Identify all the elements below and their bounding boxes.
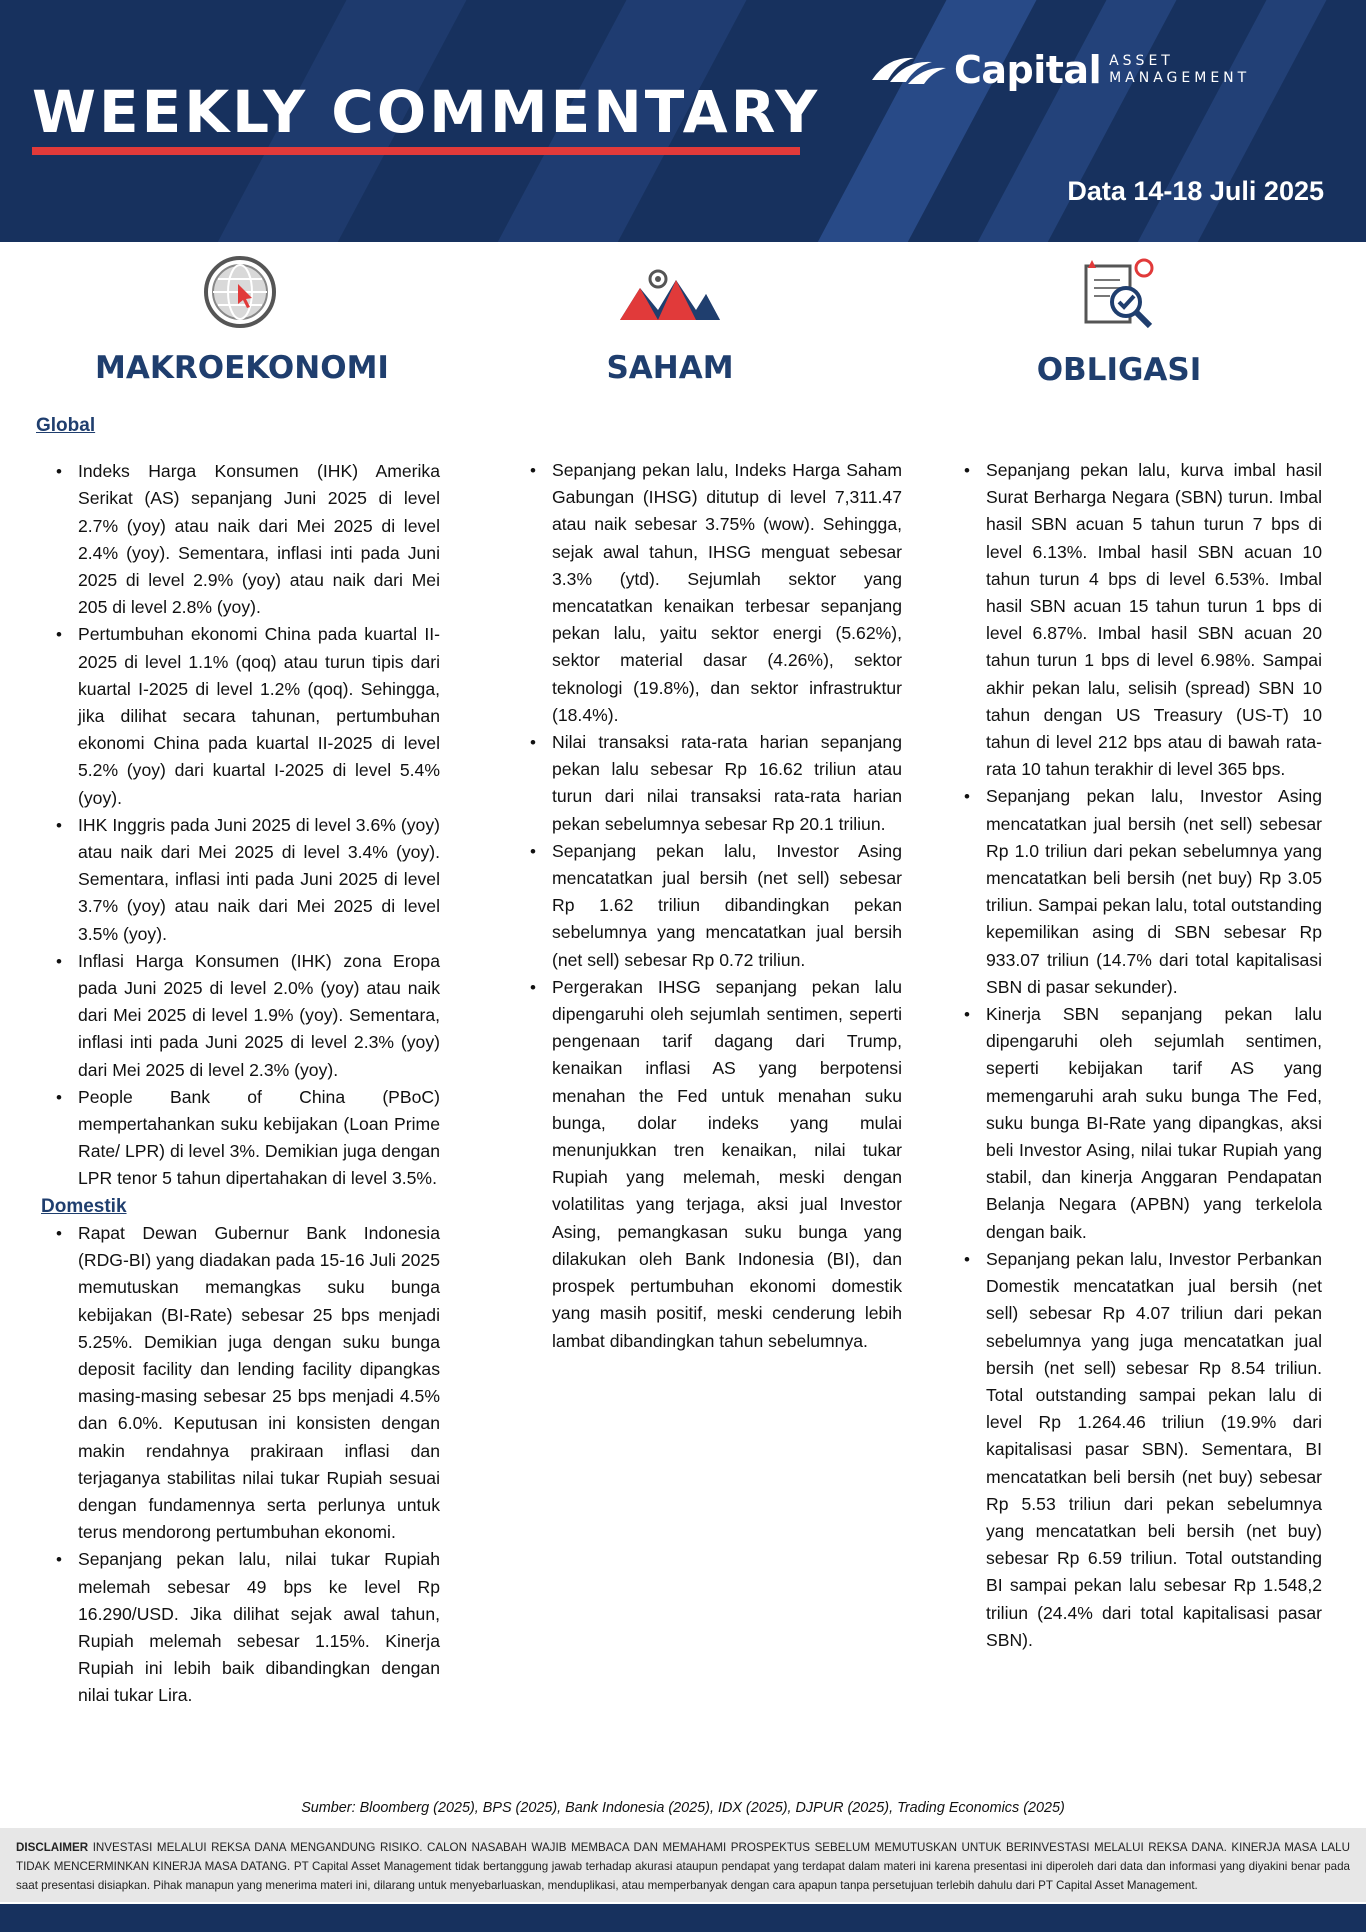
list-item: • Sepanjang pekan lalu, kurva imbal hasil Surat Berharga Negara (SBN) turun. Imbal hasil SBN acuan 5 tahun turun 7 bps di level 6.13%. Imbal hasil SBN acuan 10 tahun turun 4 bps di level 6.53%. Imbal hasil SBN acuan 15 tahun turun 1 bps di level 6.87%. Imbal hasil SBN acuan 20 tahun turun 1 bps di level 6.98%. Sampai akhir pekan lalu, selisih (spread) SBN 10 tahun dengan US Treasury (US-T) 10 tahun di level 212 bps atau di bawah rata-rata 10 tahun terakhir di level 365 bps.: [986, 457, 1322, 783]
brand-name: Capital: [954, 48, 1102, 92]
domestik-heading: Domestik: [41, 1195, 127, 1217]
disclaimer-text: [16, 1838, 1350, 1895]
global-heading: Global: [36, 415, 96, 436]
obligasi-column: [986, 457, 1322, 1654]
list-item: • Pertumbuhan ekonomi China pada kuartal II-2025 di level 1.1% (qoq) atau turun tipis dari kuartal I-2025 di level 1.2% (qoq). Sehingga, jika dilihat secara tahunan, pertumbuhan ekonomi China pada kuartal II-2025 di level 5.2% (yoy) dari kuartal I-2025 di level 5.4% (yoy).: [78, 621, 440, 811]
disclaimer-label: DISCLAIMER: [16, 1841, 89, 1854]
brand-sub: [1109, 53, 1250, 87]
date-label: Data 14-18 Juli 2025: [1067, 176, 1324, 206]
globe-icon: [202, 254, 278, 330]
brand-sub-2: MANAGEMENT: [1109, 70, 1251, 86]
capital-logo: [868, 48, 1250, 92]
page-title: WEEKLY COMMENTARY: [32, 78, 821, 146]
obligasi-list: [986, 457, 1322, 1654]
saham-column: [552, 457, 902, 1355]
makro-column: [36, 412, 440, 1710]
list-item: • Inflasi Harga Konsumen (IHK) zona Eropa pada Juni 2025 di level 2.0% (yoy) atau naik dari Mei 2025 di level 1.9% (yoy). Sementara, inflasi inti pada Juni 2025 di level 2.3% (yoy) dari Mei 2025 di level 2.3% (yoy).: [78, 948, 440, 1084]
brand-sub-1: ASSET: [1109, 53, 1174, 69]
list-item: • Kinerja SBN sepanjang pekan lalu dipengaruhi oleh sejumlah sentimen, seperti kebijakan tarif AS yang memengaruhi arah suku bunga The Fed, suku bunga BI-Rate yang dipangkas, aksi beli Investor Asing, nilai tukar Rupiah yang stabil, dan kinerja Anggaran Pendapatan Belanja Negara (APBN) yang terkelola dengan baik.: [986, 1001, 1322, 1246]
section-title-makro: MAKROEKONOMI: [95, 350, 389, 386]
list-item: • Sepanjang pekan lalu, Investor Perbankan Domestik mencatatkan jual bersih (net sell) sebesar Rp 4.07 triliun dari pekan sebelumnya yang juga mencatatkan jual bersih (net sell) sebesar Rp 8.54 triliun. Total outstanding sampai pekan lalu di level Rp 1.264.46 triliun (19.9% dari kapitalisasi pasar SBN). Sementara, BI mencatatkan beli bersih (net buy) sebesar Rp 5.53 triliun dari pekan sebelumnya yang mencatatkan beli bersih (net buy) sebesar Rp 6.59 triliun. Total outstanding BI sampai pekan lalu sebesar Rp 1.548,2 triliun (24.4% dari total kapitalisasi pasar SBN).: [986, 1246, 1322, 1654]
list-item: • Sepanjang pekan lalu, Indeks Harga Saham Gabungan (IHSG) ditutup di level 7,311.47 atau naik sebesar 3.75% (wow). Sehingga, sejak awal tahun, IHSG menguat sebesar 3.3% (ytd). Sejumlah sektor yang mencatatkan kenaikan terbesar sepanjang pekan lalu, yaitu sektor energi (5.62%), sektor material dasar (4.26%), sektor teknologi (19.8%), dan sektor infrastruktur (18.4%).: [552, 457, 902, 729]
section-title-saham: SAHAM: [606, 350, 734, 386]
footer-bar: [0, 1904, 1366, 1932]
list-item: • Sepanjang pekan lalu, Investor Asing mencatatkan jual bersih (net sell) sebesar Rp 1.62 triliun dibandingkan pekan sebelumnya yang mencatatkan jual bersih (net sell) sebesar Rp 0.72 triliun.: [552, 838, 902, 974]
list-item: • People Bank of China (PBoC) mempertahankan suku kebijakan (Loan Prime Rate/ LPR) di level 3%. Demikian juga dengan LPR tenor 5 tahun dipertahakan di level 3.5%.: [78, 1084, 440, 1193]
header-banner: [0, 0, 1366, 242]
capital-logo-mark-icon: [868, 50, 948, 90]
list-item: • IHK Inggris pada Juni 2025 di level 3.6% (yoy) atau naik dari Mei 2025 di level 3.4% (yoy). Sementara, inflasi inti pada Juni 2025 di level 3.7% (yoy) atau naik dari Mei 2025 di level 3.5% (yoy).: [78, 812, 440, 948]
source-note: Sumber: Bloomberg (2025), BPS (2025), Bank Indonesia (2025), IDX (2025), DJPUR (2025), Trading Economics (2025): [301, 1800, 1065, 1816]
disclaimer-box: [0, 1828, 1366, 1902]
list-item: • Pergerakan IHSG sepanjang pekan lalu dipengaruhi oleh sejumlah sentimen, seperti pengenaan tarif dagang dari Trump, kenaikan inflasi AS yang berpotensi menahan the Fed untuk menahan suku bunga, dolar indeks yang mulai menunjukkan tren kenaikan, nilai tukar Rupiah yang melemah, meski dengan volatilitas yang terjaga, aksi jual Investor Asing, pemangkasan suku bunga yang dilakukan oleh Bank Indonesia (BI), dan prospek pertumbuhan ekonomi domestik yang masih positif, meski cenderung lebih lambat dibandingkan tahun sebelumnya.: [552, 974, 902, 1355]
list-item: • Indeks Harga Konsumen (IHK) Amerika Serikat (AS) sepanjang Juni 2025 di level 2.7% (yoy) atau naik dari Mei 2025 di level 2.4% (yoy). Sementara, inflasi inti pada Juni 2025 di level 2.9% (yoy) atau naik dari Mei 205 di level 2.8% (yoy).: [78, 458, 440, 621]
title-underline: [32, 147, 800, 155]
mountain-chart-icon: [618, 260, 722, 324]
disclaimer-body: INVESTASI MELALUI REKSA DANA MENGANDUNG RISIKO. CALON NASABAH WAJIB MEMBACA DAN MEMAHAMI PROSPEKTUS SEBELUM MEMUTUSKAN UNTUK BERINVESTASI MELALUI REKSA DANA. KINERJA MASA LALU TIDAK MENCERMINKAN KINERJA MASA DATANG. PT Capital Asset Management tidak bertanggung jawab terhadap akurasi ataupun pendapat yang terdapat dalam materi ini karena presentasi ini diperoleh dari data dan informasi yang diyakini benar pada saat presentasi disiapkan. Pihak manapun yang menerima materi ini, dilarang untuk menyebarluaskan, menduplikasi, atau memperbanyak dengan cara apapun tanpa persetujuan terlebih dahulu dari PT Capital Asset Management.: [16, 1841, 1350, 1892]
document-magnifier-icon: [1080, 256, 1160, 332]
section-title-obligasi: OBLIGASI: [1036, 352, 1202, 388]
domestik-list: [78, 1220, 440, 1710]
list-item: • Nilai transaksi rata-rata harian sepanjang pekan lalu sebesar Rp 16.62 triliun atau turun dari nilai transaksi rata-rata harian pekan sebelumnya sebesar Rp 20.1 triliun.: [552, 729, 902, 838]
global-list: [78, 458, 440, 1192]
list-item: • Sepanjang pekan lalu, nilai tukar Rupiah melemah sebesar 49 bps ke level Rp 16.290/USD. Jika dilihat sejak awal tahun, Rupiah melemah sebesar 1.15%. Kinerja Rupiah ini lebih baik dibandingkan dengan nilai tukar Lira.: [78, 1546, 440, 1709]
list-item: • Rapat Dewan Gubernur Bank Indonesia (RDG-BI) yang diadakan pada 15-16 Juli 2025 memutuskan memangkas suku bunga kebijakan (BI-Rate) sebesar 25 bps menjadi 5.25%. Demikian juga dengan suku bunga deposit facility dan lending facility dipangkas masing-masing sebesar 25 bps menjadi 4.5% dan 6.0%. Keputusan ini konsisten dengan makin rendahnya prakiraan inflasi dan terjaganya stabilitas nilai tukar Rupiah sesuai dengan fundamennya serta perlunya untuk terus mendorong pertumbuhan ekonomi.: [78, 1220, 440, 1546]
saham-list: [552, 457, 902, 1355]
list-item: • Sepanjang pekan lalu, Investor Asing mencatatkan jual bersih (net sell) sebesar Rp 1.0 triliun dari pekan sebelumnya yang mencatatkan beli bersih (net buy) Rp 3.05 triliun. Sampai pekan lalu, total outstanding kepemilikan asing di SBN sebesar Rp 933.07 triliun (14.7% dari total kapitalisasi SBN di pasar sekunder).: [986, 783, 1322, 1001]
